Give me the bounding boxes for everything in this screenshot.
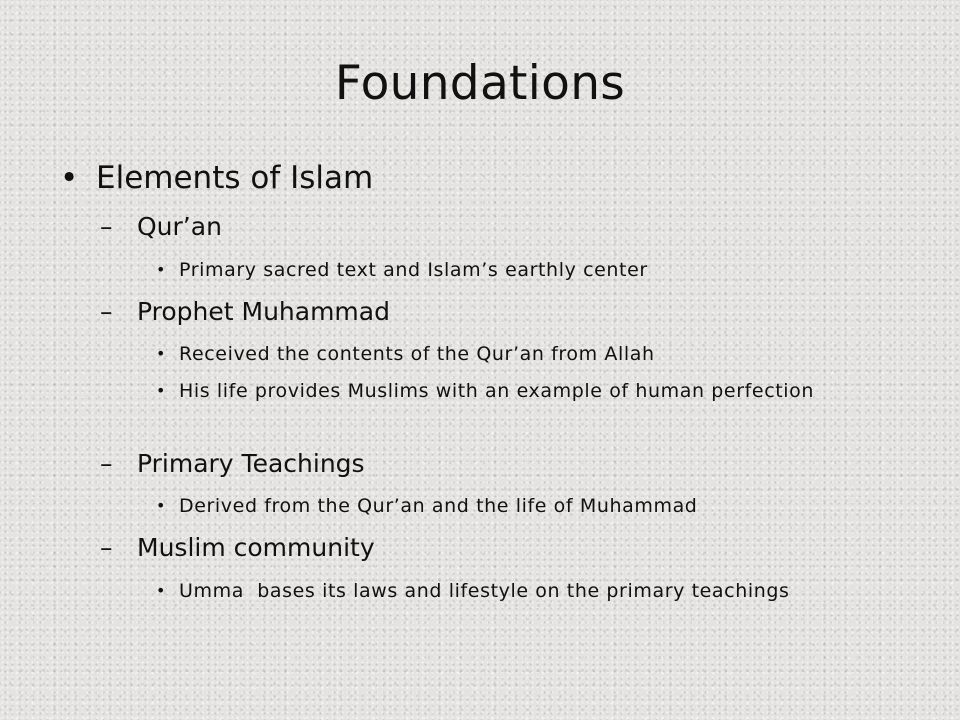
bullet-marker: • [156, 260, 167, 279]
bullet-text: Elements of Islam [96, 160, 374, 196]
bullet-marker: • [156, 581, 167, 600]
dash-marker: – [100, 533, 113, 562]
dash-marker: – [100, 297, 113, 326]
subheading-text: Primary Teachings [137, 449, 365, 478]
dash-marker: – [100, 212, 113, 241]
sub-bullet-text: Umma bases its laws and lifestyle on the primary teachings [179, 580, 790, 602]
bullet-marker: • [156, 344, 167, 363]
slide-title: Foundations [334, 56, 626, 111]
subheading-text: Muslim community [137, 533, 375, 562]
sub-bullet-text: Derived from the Qur’an and the life of Muhammad [179, 495, 698, 517]
dash-marker: – [100, 449, 113, 478]
subheading-text: Prophet Muhammad [137, 297, 390, 326]
sub-bullet-text: His life provides Muslims with an example of human perfection [179, 380, 815, 402]
sub-bullet-text: Primary sacred text and Islam’s earthly center [179, 259, 648, 281]
bullet-marker: • [156, 496, 167, 515]
subheading-text: Qur’an [137, 212, 222, 241]
bullet-marker: • [156, 381, 167, 400]
bullet-marker: • [60, 160, 79, 196]
sub-bullet-text: Received the contents of the Qur’an from Allah [179, 343, 655, 365]
